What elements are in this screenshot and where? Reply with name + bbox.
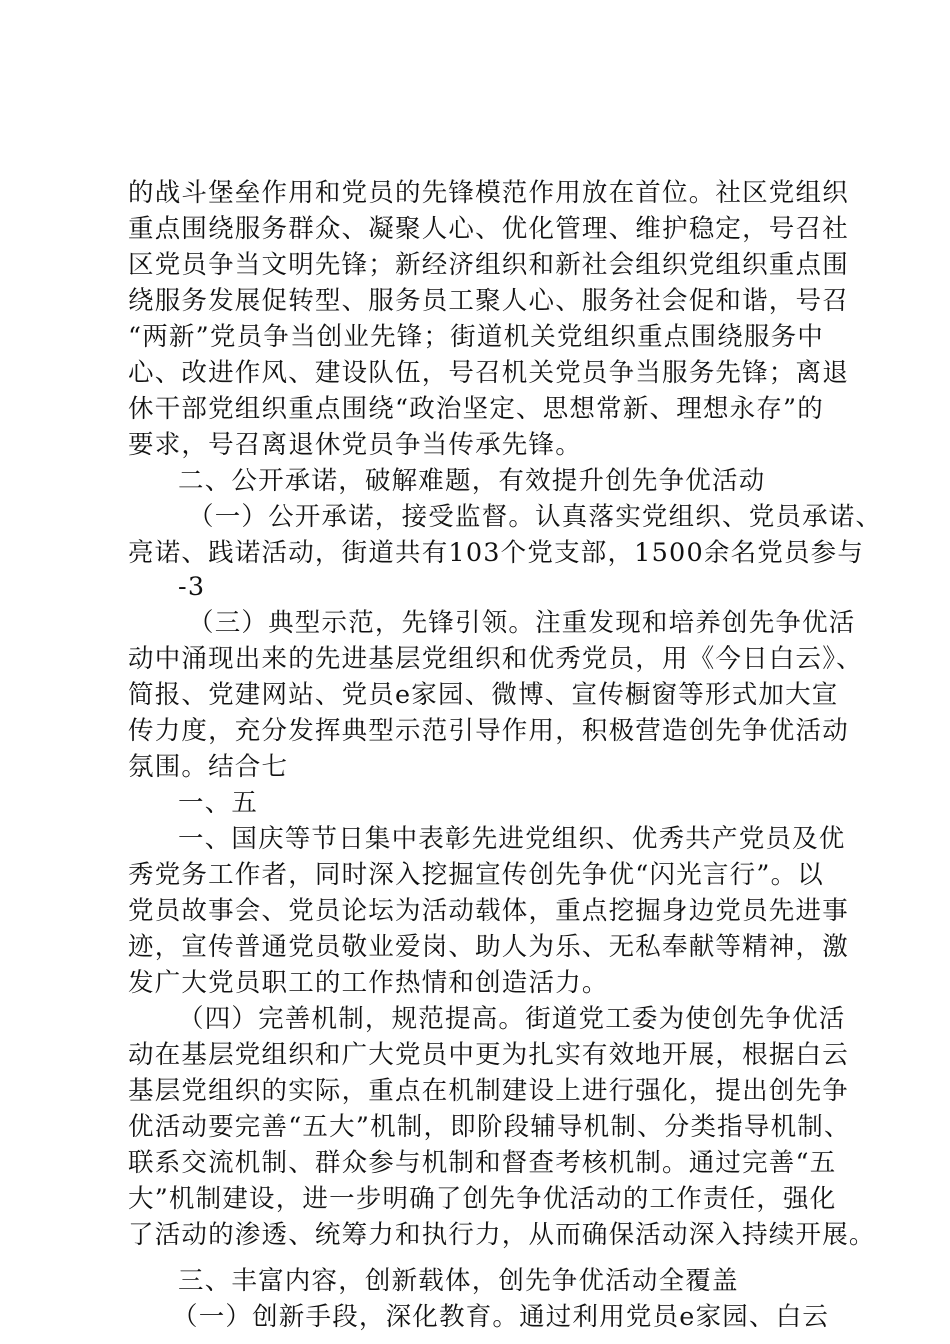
body-text-line: 了活动的渗透、统筹力和执行力，从而确保活动深入持续开展。: [128, 1220, 876, 1250]
body-text-line: 简报、党建网站、党员e家园、微博、宣传橱窗等形式加大宣: [128, 680, 839, 710]
body-text-line: （一）公开承诺，接受监督。认真落实党组织、党员承诺、: [188, 502, 883, 532]
body-text-line: 要求，号召离退休党员争当传承先锋。: [128, 430, 582, 460]
body-text-line: 绕服务发展促转型、服务员工聚人心、服务社会促和谐，号召: [128, 286, 849, 316]
body-text-line: 迹，宣传普通党员敬业爱岗、助人为乐、无私奉献等精神，激: [128, 932, 849, 962]
body-text-line: 传力度，充分发挥典型示范引导作用，积极营造创先争优活动: [128, 716, 849, 746]
body-text-line: 氛围。结合七: [128, 752, 289, 782]
section-heading: 二、公开承诺，破解难题，有效提升创先争优活动: [178, 466, 766, 496]
body-text-line: 亮诺、践诺活动，街道共有103个党支部，1500余名党员参与: [128, 538, 865, 568]
body-text-line: 发广大党员职工的工作热情和创造活力。: [128, 968, 609, 998]
body-text-line: （一）创新手段，深化教育。通过利用党员e家园、白云: [172, 1302, 830, 1332]
body-text-line: 秀党务工作者，同时深入挖掘宣传创先争优“闪光言行”。以: [128, 860, 824, 890]
body-text-line: （三）典型示范，先锋引领。注重发现和培养创先争优活: [188, 608, 856, 638]
body-text-line: 联系交流机制、群众参与机制和督查考核机制。通过完善“五: [128, 1148, 837, 1178]
body-text-line: 区党员争当文明先锋；新经济组织和新社会组织党组织重点围: [128, 250, 849, 280]
body-text-line: （四）完善机制，规范提高。街道党工委为使创先争优活: [178, 1004, 846, 1034]
body-text-line: 一、国庆等节日集中表彰先进党组织、优秀共产党员及优: [178, 824, 846, 854]
body-text-line: 的战斗堡垒作用和党员的先锋模范作用放在首位。社区党组织: [128, 178, 849, 208]
body-text-line: 动中涌现出来的先进基层党组织和优秀党员，用《今日白云》、: [128, 644, 863, 674]
body-text-line: 党员故事会、党员论坛为活动载体，重点挖掘身边党员先进事: [128, 896, 849, 926]
body-text-line: 一、五: [178, 788, 259, 818]
section-heading: 三、丰富内容，创新载体，创先争优活动全覆盖: [178, 1266, 739, 1296]
body-text-line: -3: [178, 572, 206, 602]
body-text-line: 大”机制建设，进一步明确了创先争优活动的工作责任，强化: [128, 1184, 837, 1214]
body-text-line: 基层党组织的实际，重点在机制建设上进行强化，提出创先争: [128, 1076, 849, 1106]
body-text-line: 心、改进作风、建设队伍，号召机关党员争当服务先锋；离退: [128, 358, 849, 388]
body-text-line: 优活动要完善“五大”机制，即阶段辅导机制、分类指导机制、: [128, 1112, 851, 1142]
body-text-line: 动在基层党组织和广大党员中更为扎实有效地开展，根据白云: [128, 1040, 849, 1070]
body-text-line: 重点围绕服务群众、凝聚人心、优化管理、维护稳定，号召社: [128, 214, 849, 244]
body-text-line: 休干部党组织重点围绕“政治坚定、思想常新、理想永存”的: [128, 394, 824, 424]
body-text-line: “两新”党员争当创业先锋；街道机关党组织重点围绕服务中: [128, 322, 824, 352]
